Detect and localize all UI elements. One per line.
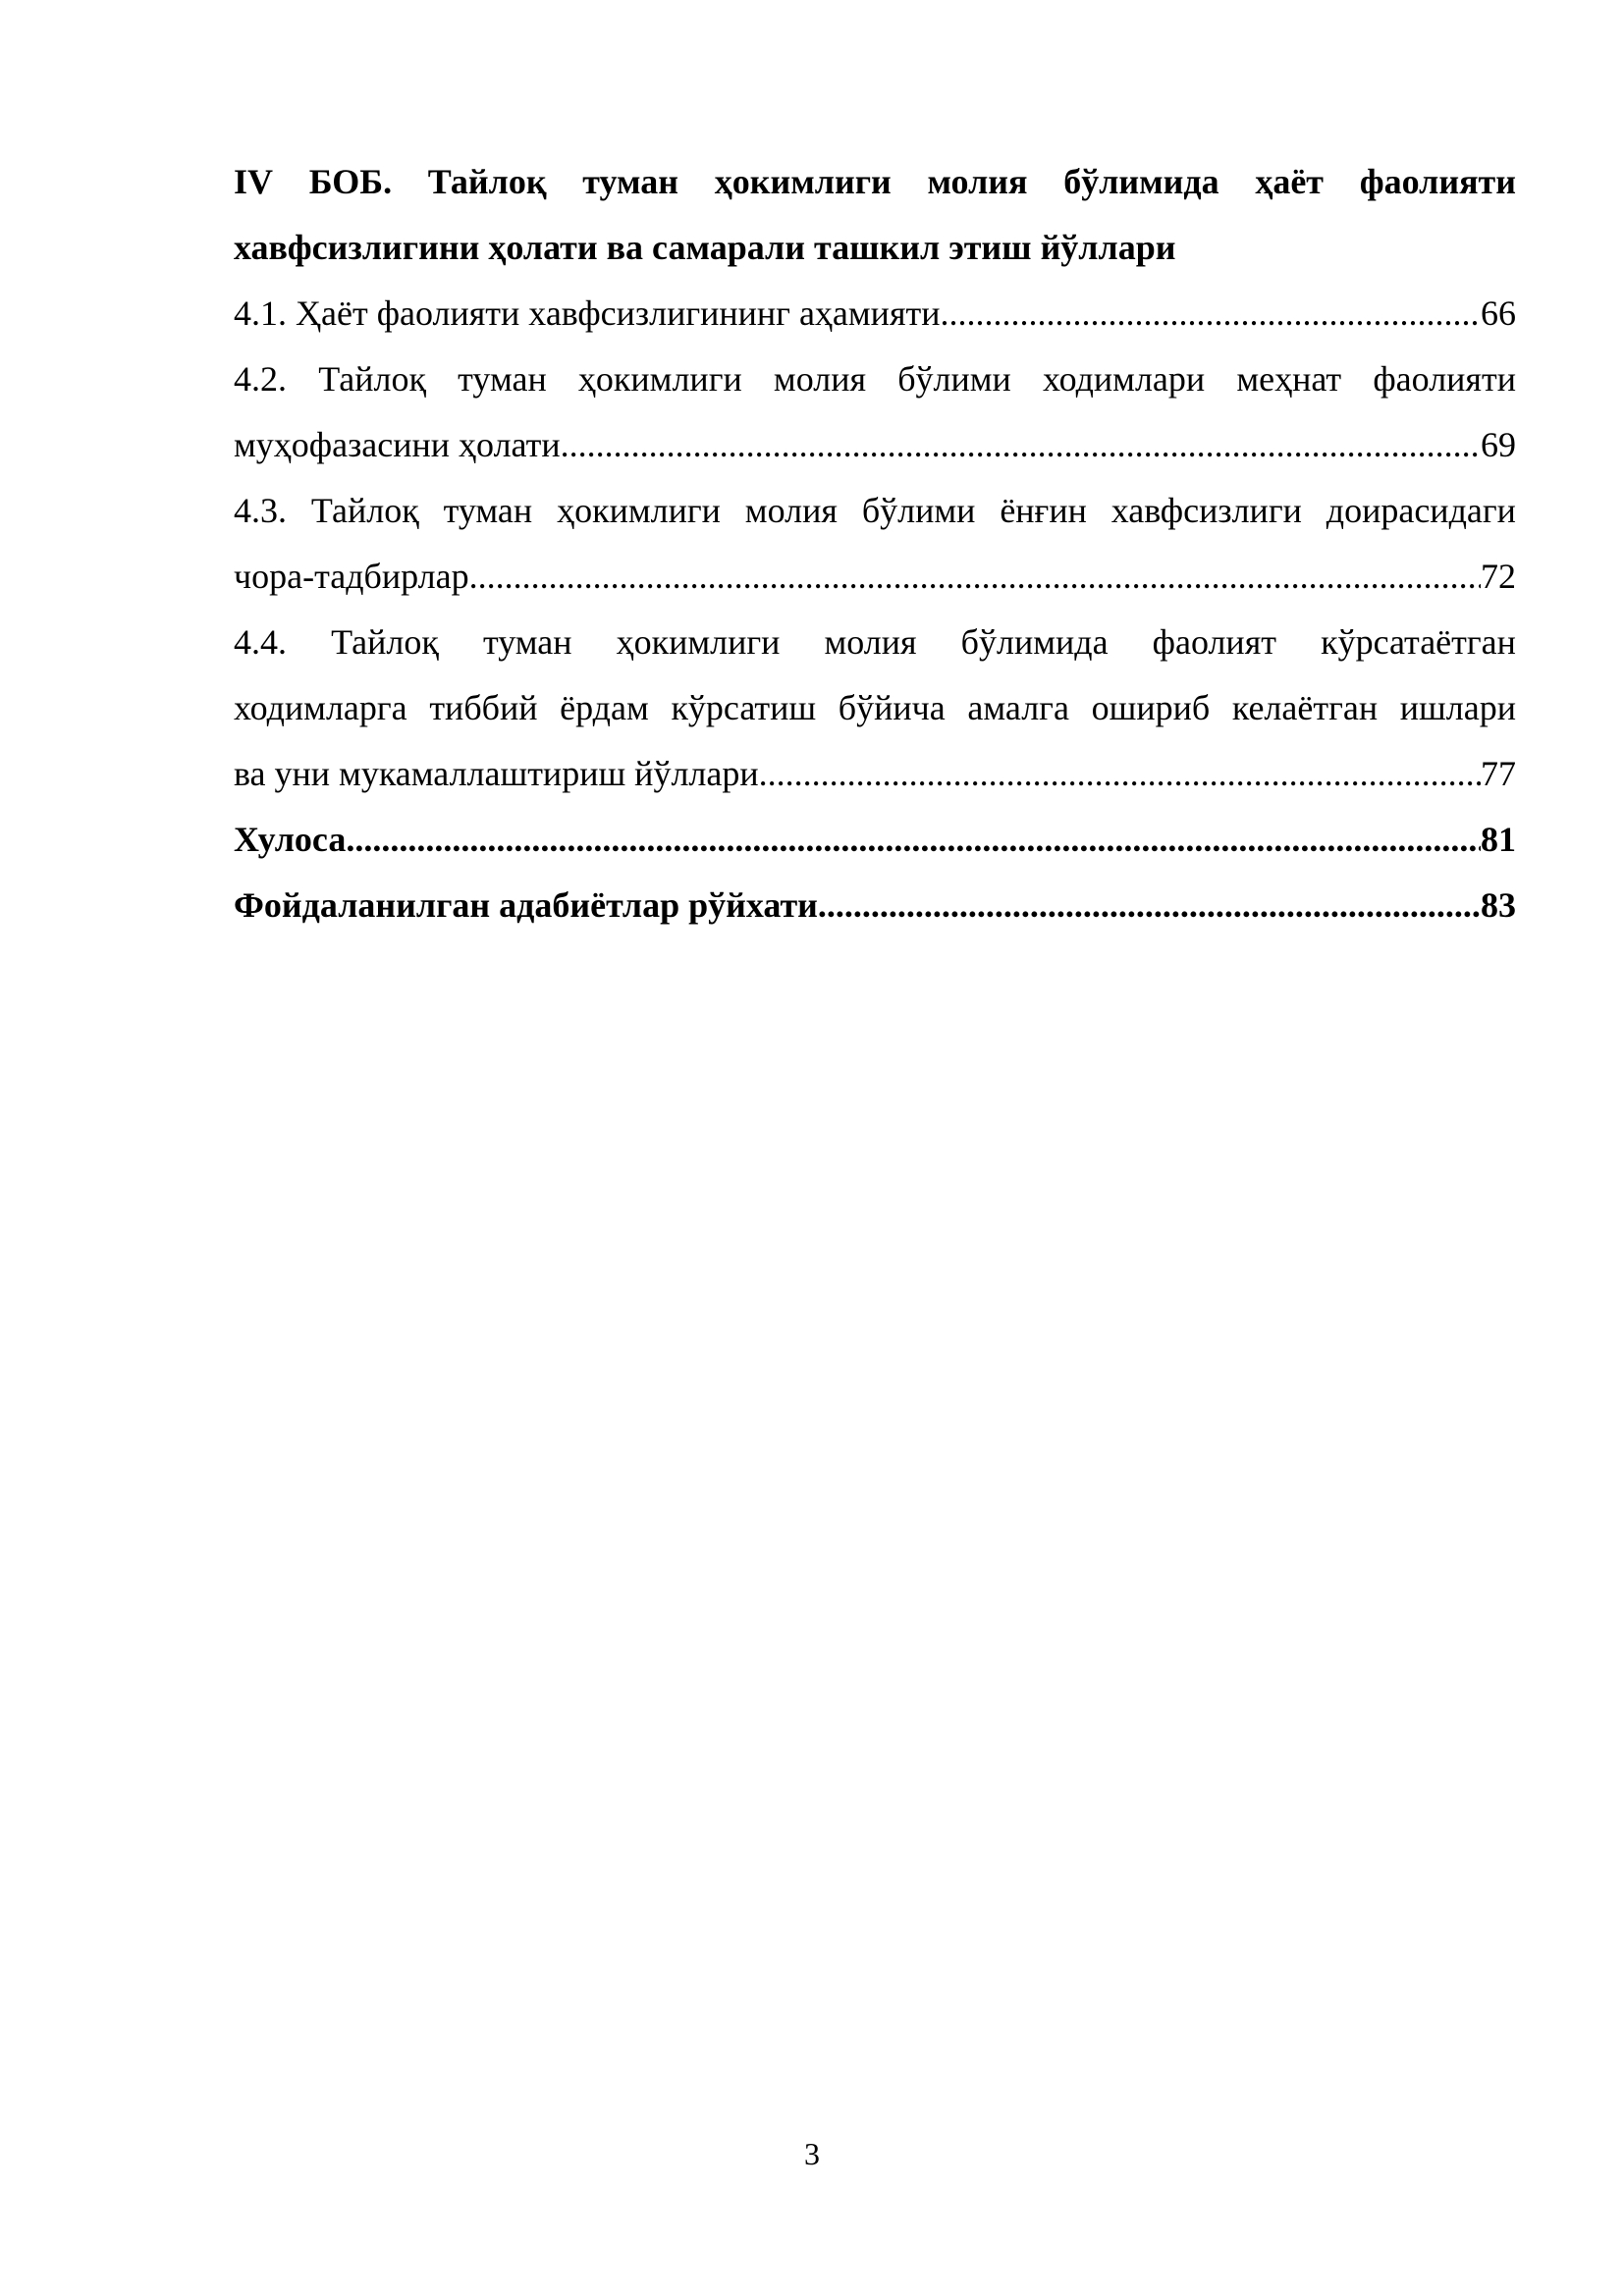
toc-word: бўлимида — [960, 622, 1109, 662]
toc-page-number: 72 — [1481, 557, 1516, 596]
toc-page-number: 66 — [1481, 294, 1516, 333]
toc-word: 4.4. — [234, 622, 287, 662]
toc-word: хавфсизлиги — [1110, 491, 1302, 530]
chapter-heading-word: БОБ. — [308, 162, 393, 201]
toc-word: меҳнат — [1236, 359, 1342, 399]
toc-word: Тайлоқ — [331, 622, 439, 662]
chapter-heading-line-1 — [234, 149, 1516, 215]
toc-word: ходимларга — [234, 688, 407, 727]
toc-word: фаолият — [1152, 622, 1276, 662]
toc-word: 4.3. — [234, 491, 287, 530]
toc-word: ишлари — [1399, 688, 1516, 727]
toc-page-number: 77 — [1481, 754, 1516, 793]
toc-word: 4.2. — [234, 359, 287, 399]
dot-leader — [759, 741, 1481, 807]
toc-word: кўрсатиш — [671, 688, 817, 727]
chapter-heading-word: бўлимида — [1063, 162, 1219, 201]
toc-word: ошириб — [1091, 688, 1211, 727]
table-of-contents — [234, 149, 1516, 938]
toc-word: ёрдам — [560, 688, 649, 727]
toc-word: туман — [482, 622, 572, 662]
chapter-heading-word: молия — [927, 162, 1028, 201]
toc-word: ёнғин — [1000, 491, 1087, 530]
chapter-heading-word: IV — [234, 162, 274, 201]
toc-entry-4-4-line-2[interactable] — [234, 675, 1516, 741]
chapter-heading-word: туман — [582, 162, 679, 201]
toc-page-number: 81 — [1481, 820, 1516, 859]
toc-entry-conclusion[interactable] — [234, 807, 1516, 873]
toc-entry-4-3-line-2[interactable] — [234, 544, 1516, 610]
toc-entry-text: чора-тадбирлар — [234, 557, 469, 596]
toc-entry-4-4-line-3[interactable] — [234, 741, 1516, 807]
dot-leader — [561, 412, 1481, 478]
toc-entry-text: 4.1. Ҳаёт фаолияти хавфсизлигининг аҳамияти — [234, 294, 941, 333]
toc-word: тиббий — [429, 688, 538, 727]
page-number: 3 — [804, 2136, 820, 2171]
toc-word: молия — [773, 359, 867, 399]
toc-word: бўлими — [897, 359, 1011, 399]
chapter-heading-word: ҳаёт — [1255, 162, 1324, 201]
toc-entry-4-2-line-1[interactable] — [234, 347, 1516, 412]
toc-entry-text: ва уни мукамаллаштириш йўллари — [234, 754, 759, 793]
chapter-heading-line-2: хавфсизлигини ҳолати ва самарали ташкил этиш йўллари — [234, 228, 1176, 267]
toc-word: кўрсатаётган — [1321, 622, 1516, 662]
dot-leader — [346, 807, 1481, 873]
toc-word: ҳокимлиги — [616, 622, 781, 662]
toc-entry-4-1[interactable] — [234, 281, 1516, 347]
toc-word: бўлими — [861, 491, 976, 530]
dot-leader — [941, 281, 1481, 347]
toc-page-number: 83 — [1481, 885, 1516, 925]
toc-entry-text: Фойдаланилган адабиётлар рўйхати — [234, 885, 818, 925]
dot-leader — [469, 544, 1481, 610]
toc-page-number: 69 — [1481, 425, 1516, 464]
toc-word: фаолияти — [1373, 359, 1516, 399]
toc-word: ҳокимлиги — [577, 359, 742, 399]
dot-leader — [818, 873, 1481, 938]
toc-word: туман — [443, 491, 533, 530]
toc-word: келаётган — [1231, 688, 1379, 727]
toc-word: ходимлари — [1043, 359, 1206, 399]
toc-word: Тайлоқ — [310, 491, 419, 530]
chapter-heading-word: фаолияти — [1359, 162, 1516, 201]
toc-word: доирасидаги — [1326, 491, 1516, 530]
toc-entry-text: муҳофазасини ҳолати — [234, 425, 561, 464]
toc-entry-text: Хулоса — [234, 820, 347, 859]
toc-word: Тайлоқ — [318, 359, 426, 399]
toc-word: молия — [744, 491, 838, 530]
toc-entry-4-2-line-2[interactable] — [234, 412, 1516, 478]
toc-word: туман — [458, 359, 547, 399]
toc-entry-4-4-line-1[interactable] — [234, 610, 1516, 675]
toc-word: ҳокимлиги — [557, 491, 721, 530]
toc-word: бўйича — [838, 688, 946, 727]
chapter-heading-word: ҳокимлиги — [714, 162, 892, 201]
chapter-heading-word: Тайлоқ — [427, 162, 547, 201]
toc-entry-4-3-line-1[interactable] — [234, 478, 1516, 544]
toc-word: молия — [824, 622, 917, 662]
toc-word: амалга — [967, 688, 1069, 727]
toc-entry-references[interactable] — [234, 873, 1516, 938]
